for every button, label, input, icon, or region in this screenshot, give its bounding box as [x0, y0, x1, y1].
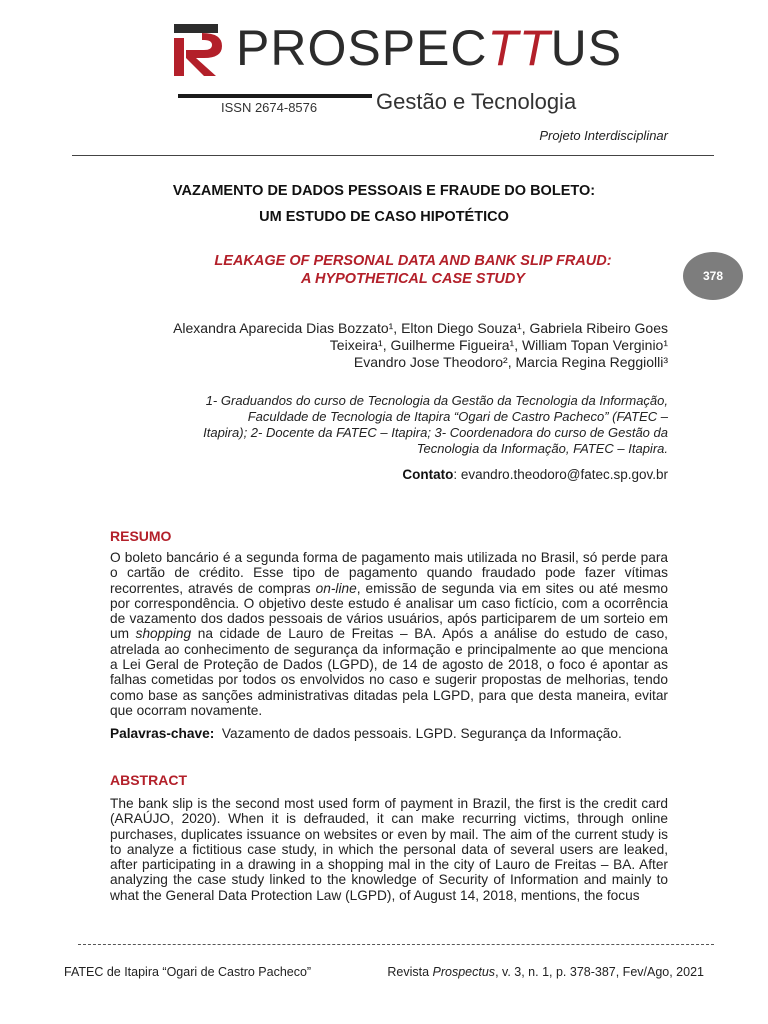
keywords — [110, 726, 668, 741]
journal-subtitle: Gestão e Tecnologia — [376, 89, 577, 114]
resumo-text: O boleto bancário é a segunda forma de pagamento mais utilizada no Brasil, só perde para o cartão de crédito. Esse tipo de pagamento quando fraudado pode fazer vítimas recorrentes, através de compras — [110, 550, 668, 596]
title-pt-line2: UM ESTUDO DE CASO HIPOTÉTICO — [259, 209, 509, 225]
affiliation-line: 1- Graduandos do curso de Tecnologia da Gestão da Tecnologia da Informação, — [205, 393, 668, 408]
logo-letter: R — [172, 18, 173, 19]
abstract-heading: ABSTRACT — [110, 772, 187, 788]
resumo-body — [110, 550, 668, 718]
wordmark-part-b: US — [550, 20, 623, 76]
footer-institution: FATEC de Itapira “Ogari de Castro Pacheco” — [64, 965, 312, 979]
issn: ISSN 2674-8576 — [221, 100, 318, 115]
resumo-text: , emissão de segunda via em sites ou até mesmo por correspondência. O objetivo deste estudo é analisar um caso fictício, com a ocorrência de vazamento dos dados pessoais de vários usuários, após participarem de um sorteio em um — [110, 580, 668, 642]
section-label: Projeto Interdisciplinar — [539, 128, 668, 143]
author-line: Alexandra Aparecida Dias Bozzato¹, Elton Diego Souza¹, Gabriela Ribeiro Goes — [173, 320, 668, 336]
prospectus-wordmark — [236, 18, 622, 78]
citation-journal: Prospectus — [432, 965, 496, 979]
prospectus-logo-r — [172, 18, 230, 78]
citation-prefix: Revista — [387, 965, 433, 979]
abstract-body: The bank slip is the second most used form of payment in Brazil, the first is the credit card (ARAÚJO, 2020). When it is defrauded, it can make recurring victims, through online purchases, duplicates issuance on websites or even by mail. The aim of the current study is to analyze a fictitious case study, in which the personal data of several users are leaked, after participating in a drawing in a shopping mal in the city of Lauro de Freitas – BA. After analyzing the case study linked to the knowledge of Security of Information and mainly to what the General Data Protection Law (LGPD), of August 14, 2018, mentions, the focus — [110, 796, 668, 903]
citation-suffix: , v. 3, n. 1, p. 378-387, Fev/Ago, 2021 — [495, 965, 704, 979]
title-pt-line1: VAZAMENTO DE DADOS PESSOAIS E FRAUDE DO BOLETO: — [172, 183, 596, 199]
author-line: Teixeira¹, Guilherme Figueira¹, William Topan Verginio¹ — [329, 337, 668, 353]
masthead-rule — [178, 94, 372, 98]
affiliations — [140, 393, 668, 457]
contact-label: Contato — [402, 467, 454, 482]
affiliation-line: Itapira); 2- Docente da FATEC – Itapira; 3- Coordenadora do curso de Gestão da — [203, 425, 668, 440]
footer-citation — [387, 965, 704, 979]
contact-email[interactable]: evandro.theodoro@fatec.sp.gov.br — [460, 467, 668, 482]
resumo-heading: RESUMO — [110, 528, 172, 544]
keywords-label: Palavras-chave: — [110, 726, 215, 741]
page-number-badge: 378 — [683, 252, 743, 300]
resumo-term: shopping — [135, 626, 192, 642]
contact: Contato: evandro.theodoro@fatec.sp.gov.br — [402, 467, 668, 482]
affiliation-line: Faculdade de Tecnologia de Itapira “Ogari de Castro Pacheco” (FATEC – — [247, 409, 668, 424]
affiliation-line: Tecnologia da Informação, FATEC – Itapira. — [416, 441, 668, 456]
header-divider — [72, 155, 714, 156]
wordmark-part-a: PROSPEC — [236, 20, 488, 76]
author-line: Evandro Jose Theodoro², Marcia Regina Reggiolli³ — [353, 354, 668, 370]
resumo-text: na cidade de Lauro de Freitas – BA. Após a análise do estudo de caso, atrelada ao conhecimento de segurança da informação e principalmente ao que menciona a Lei Geral de Proteção de Dados (LGPD), de 14 de agosto de 2018, o foco é apontar as falhas cometidas por todos os envolvidos no caso e sugerir propostas de melhorias, tendo como base as sanções administrativas ditadas pela LGPD, para que desta maneira, evitar que ocorram novamente. — [110, 626, 668, 718]
paper-title-pt — [60, 178, 708, 230]
keywords-value: Vazamento de dados pessoais. LGPD. Segurança da Informação. — [221, 726, 622, 741]
footer-divider — [78, 944, 714, 945]
paper-title-en — [100, 252, 726, 288]
author-list — [100, 320, 668, 371]
title-en-line2: A HYPOTHETICAL CASE STUDY — [301, 271, 525, 287]
wordmark-part-tt: TT — [487, 20, 551, 76]
title-en-line1: LEAKAGE OF PERSONAL DATA AND BANK SLIP FRAUD: — [214, 253, 612, 269]
resumo-term: on-line — [315, 580, 357, 596]
